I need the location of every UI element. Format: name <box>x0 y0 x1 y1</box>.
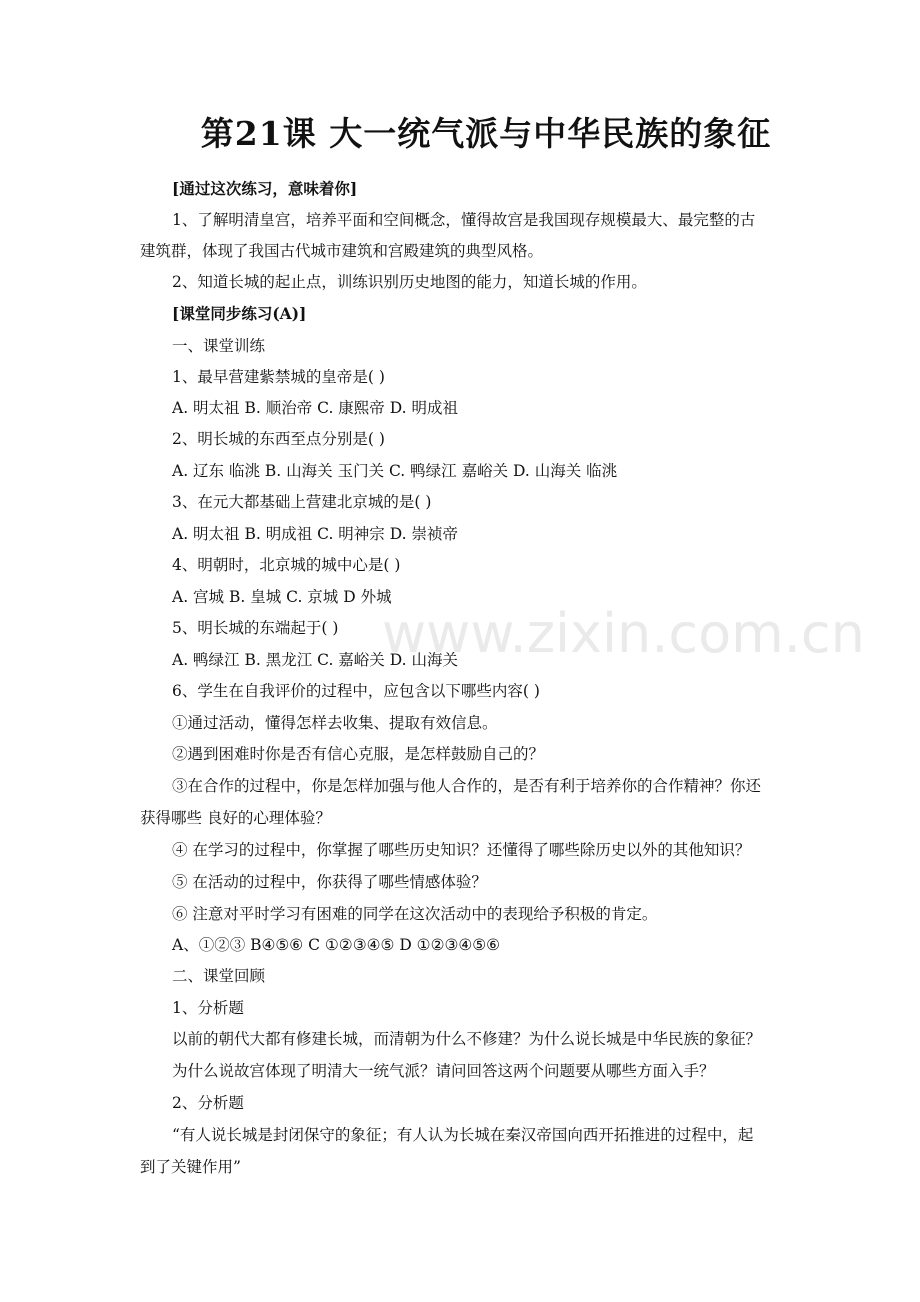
analysis-2-text-2: 到了关键作用” <box>140 1158 241 1176</box>
section-2-heading: 二、课堂回顾 <box>172 967 266 985</box>
question-4-options: A. 宫城 B. 皇城 C. 京城 D 外城 <box>172 588 392 606</box>
question-2: 2、明长城的东西至点分别是( ) <box>172 430 385 448</box>
analysis-1-text-2: 为什么说故宫体现了明清大一统气派？请问回答这两个问题要从哪些方面入手？ <box>172 1062 715 1080</box>
analysis-2-text-1: “有人说长城是封闭保守的象征；有人认为长城在秦汉帝国向西开拓推进的过程中，起 <box>172 1126 754 1144</box>
question-6-item-1: ①通过活动，懂得怎样去收集、提取有效信息。 <box>172 714 498 732</box>
question-2-options: A. 辽东 临洮 B. 山海关 玉门关 C. 鸭绿江 嘉峪关 D. 山海关 临洮 <box>172 462 618 480</box>
objectives-heading: [通过这次练习，意味着你] <box>172 179 358 198</box>
practice-heading: [课堂同步练习(A)] <box>172 304 307 323</box>
question-6-item-5: ⑤ 在活动的过程中，你获得了哪些情感体验？ <box>172 873 487 891</box>
question-3-options: A. 明太祖 B. 明成祖 C. 明神宗 D. 崇祯帝 <box>172 525 458 543</box>
analysis-2-heading: 2、分析题 <box>172 1094 244 1112</box>
question-1: 1、最早营建紫禁城的皇帝是( ) <box>172 368 385 386</box>
question-6-item-4: ④ 在学习的过程中，你掌握了哪些历史知识？还懂得了哪些除历史以外的其他知识？ <box>172 841 751 859</box>
question-6-item-6: ⑥ 注意对平时学习有困难的同学在这次活动中的表现给予积极的肯定。 <box>172 905 658 923</box>
analysis-1-heading: 1、分析题 <box>172 999 244 1017</box>
question-6-item-3-line-2: 获得哪些 良好的心理体验？ <box>140 809 331 827</box>
lesson-title: 第21课 大一统气派与中华民族的象征 <box>200 114 772 153</box>
objective-1-line-1: 1、了解明清皇宫，培养平面和空间概念，懂得故宫是我国现存规模最大、最完整的古 <box>172 211 756 229</box>
question-6-item-2: ②遇到困难时你是否有信心克服，是怎样鼓励自己的？ <box>172 745 545 763</box>
question-5-options: A. 鸭绿江 B. 黑龙江 C. 嘉峪关 D. 山海关 <box>172 651 458 669</box>
question-5: 5、明长城的东端起于( ) <box>172 619 339 637</box>
question-4: 4、明朝时，北京城的城中心是( ) <box>172 556 401 574</box>
question-1-options: A. 明太祖 B. 顺治帝 C. 康熙帝 D. 明成祖 <box>172 399 458 417</box>
objective-1-line-2: 建筑群，体现了我国古代城市建筑和宫殿建筑的典型风格。 <box>140 242 544 260</box>
question-6-options: A、①②③ B④⑤⑥ C ①②③④⑤ D ①②③④⑤⑥ <box>172 936 501 954</box>
section-1-heading: 一、课堂训练 <box>172 337 266 355</box>
watermark: www.zixin.com.cn <box>382 602 865 665</box>
objective-2: 2、知道长城的起止点，训练识别历史地图的能力，知道长城的作用。 <box>172 273 647 291</box>
question-3: 3、在元大都基础上营建北京城的是( ) <box>172 493 432 511</box>
question-6: 6、学生在自我评价的过程中，应包含以下哪些内容( ) <box>172 682 540 700</box>
question-6-item-3-line-1: ③在合作的过程中，你是怎样加强与他人合作的，是否有利于培养你的合作精神？你还 <box>172 777 762 795</box>
analysis-1-text-1: 以前的朝代大都有修建长城，而清朝为什么不修建？为什么说长城是中华民族的象征？ <box>172 1030 762 1048</box>
